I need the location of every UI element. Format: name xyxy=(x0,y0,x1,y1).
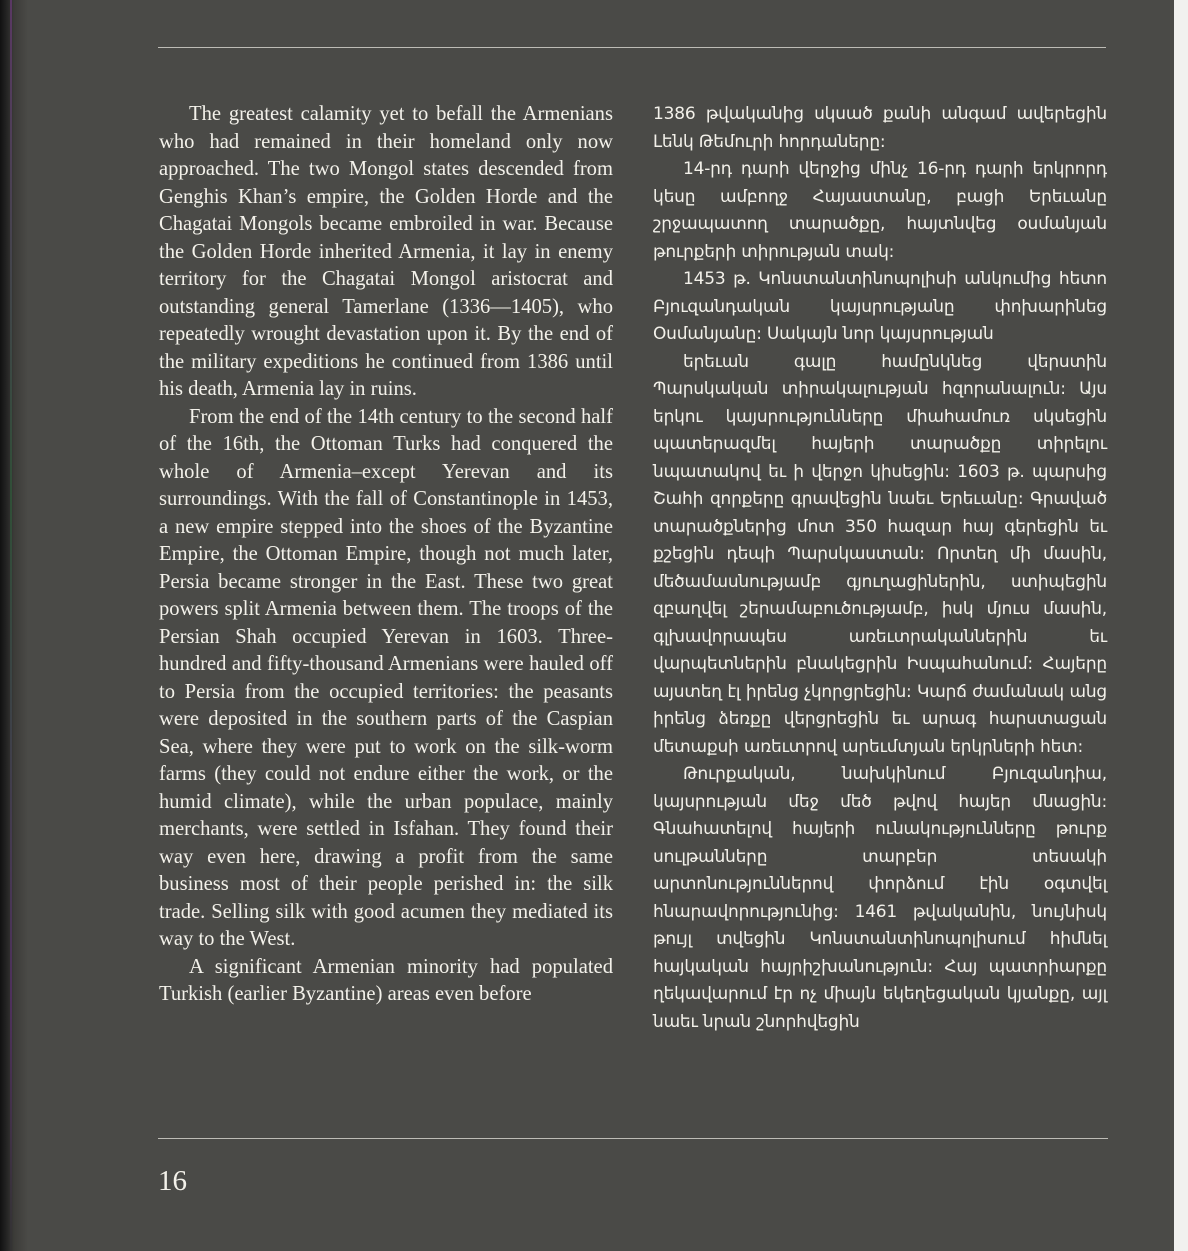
armenian-paragraph-3: 1453 թ. Կոնստանտինոպոլիսի անկումից հետո Բյուզանդական կայսրությանը փոխարինեց Օսմանյանը: Սակայն նոր կայսրության xyxy=(653,269,1107,344)
scan-margin xyxy=(1174,0,1188,1251)
armenian-paragraph-2: 14-րդ դարի վերջից մինչ 16-րդ դարի երկրորդ կեսը ամբողջ Հայաստանը, բացի Երեւանը շրջապատող տարածքը, հայտնվեց օսմանյան թուրքերի տիրության տակ: xyxy=(653,159,1107,262)
page-number: 16 xyxy=(158,1165,187,1197)
english-paragraph-1: The greatest calamity yet to befall the Armenians who had remained in their homeland only now approached. The two Mongol states descended from Genghis Khan’s empire, the Golden Horde and the Chagatai Mongols became embroiled in war. Because the Golden Horde inherited Armenia, it lay in enemy territory for the Chagatai Mongol aristocrat and outstanding general Tamerlane (1336—1405), who repeatedly wrought devastation upon it. By the end of the military expeditions he continued from 1386 until his death, Armenia lay in ruins. xyxy=(159,103,613,400)
english-paragraph-3: A significant Armenian minority had populated Turkish (earlier Byzantine) areas even before xyxy=(159,955,613,1005)
armenian-paragraph-4: երեւան գալը համընկնեց վերստին Պարսկական տիրակալության հզորանալուն: Այս երկու կայսրությունները միահամուռ սկսեցին պատերազմել հայերի տարածքը տիրելու նպատակով եւ ի վերջո կիսեցին: 1603 թ. պարսից Շահի զորքերը գրավեցին նաեւ Երեւանը: Գրաված տարածքներից մոտ 350 հազար հայ գերեցին եւ քշեցին դեպի Պարսկաստան: Որտեղ մի մասին, մեծամասնությամբ գյուղացիներին, ստիպեցին զբաղվել շերամաբուծությամբ, իսկ մյուս մասին, գլխավորապես առեւտրականներին եւ վարպետներին բնակեցրին Իսպահանում: Հայերը այստեղ էլ իրենց չկորցրեցին: Կարճ ժամանակ անց իրենց ձեռքը վերցրեցին եւ արագ հարստացան մետաքսի առեւտրով արեւմտյան երկրների հետ: xyxy=(653,351,1107,757)
english-paragraph-2: From the end of the 14th century to the second half of the 16th, the Ottoman Turks had conquered the whole of Armenia–except Yerevan and its surroundings. With the fall of Constantinople in 1453, a new empire stepped into the shoes of the Byzantine Empire, the Ottoman Empire, though not much later, Persia became stronger in the East. These two great powers split Armenia between them. The troops of the Persian Shah occupied Yerevan in 1603. Three-hundred and fifty-thousand Armenians were hauled off to Persia from the occupied territories: the peasants were deposited in the southern parts of the Caspian Sea, where they were put to work on the silk-worm farms (they could not endure either the work, or the humid climate), while the urban populace, mainly merchants, were settled in Isfahan. They found their way even here, drawing a profit from the same business most of their people perished in: the silk trade. Selling silk with good acumen they mediated its way to the West. xyxy=(159,405,613,950)
armenian-paragraph-5: Թուրքական, նախկինում Բյուզանդիա, կայսրության մեջ մեծ թվով հայեր մնացին: Գնահատելով հայերի ունակությունները թուրք սուլթանները տարբեր տեսակի արտոնություններով փորձում էին օգտվել հնարավորությունից: 1461 թվականին, նույնիսկ թույլ տվեցին Կոնստանտինոպոլիսում հիմնել հայկական հայրիշխանություն: Հայ պատրիարքը ղեկավարում էր ոչ միայն եկեղեցական կյանքը, այլ նաեւ նրան շնորհվեցին xyxy=(653,764,1107,1032)
book-spine-edge xyxy=(0,0,28,1251)
top-rule xyxy=(158,47,1106,48)
armenian-paragraph-1: 1386 թվականից սկսած քանի անգամ ավերեցին Լենկ Թեմուրի հորդաները: xyxy=(653,104,1107,152)
armenian-text-column xyxy=(653,101,1107,1036)
bottom-rule xyxy=(158,1138,1108,1139)
english-text-column xyxy=(159,101,613,1009)
